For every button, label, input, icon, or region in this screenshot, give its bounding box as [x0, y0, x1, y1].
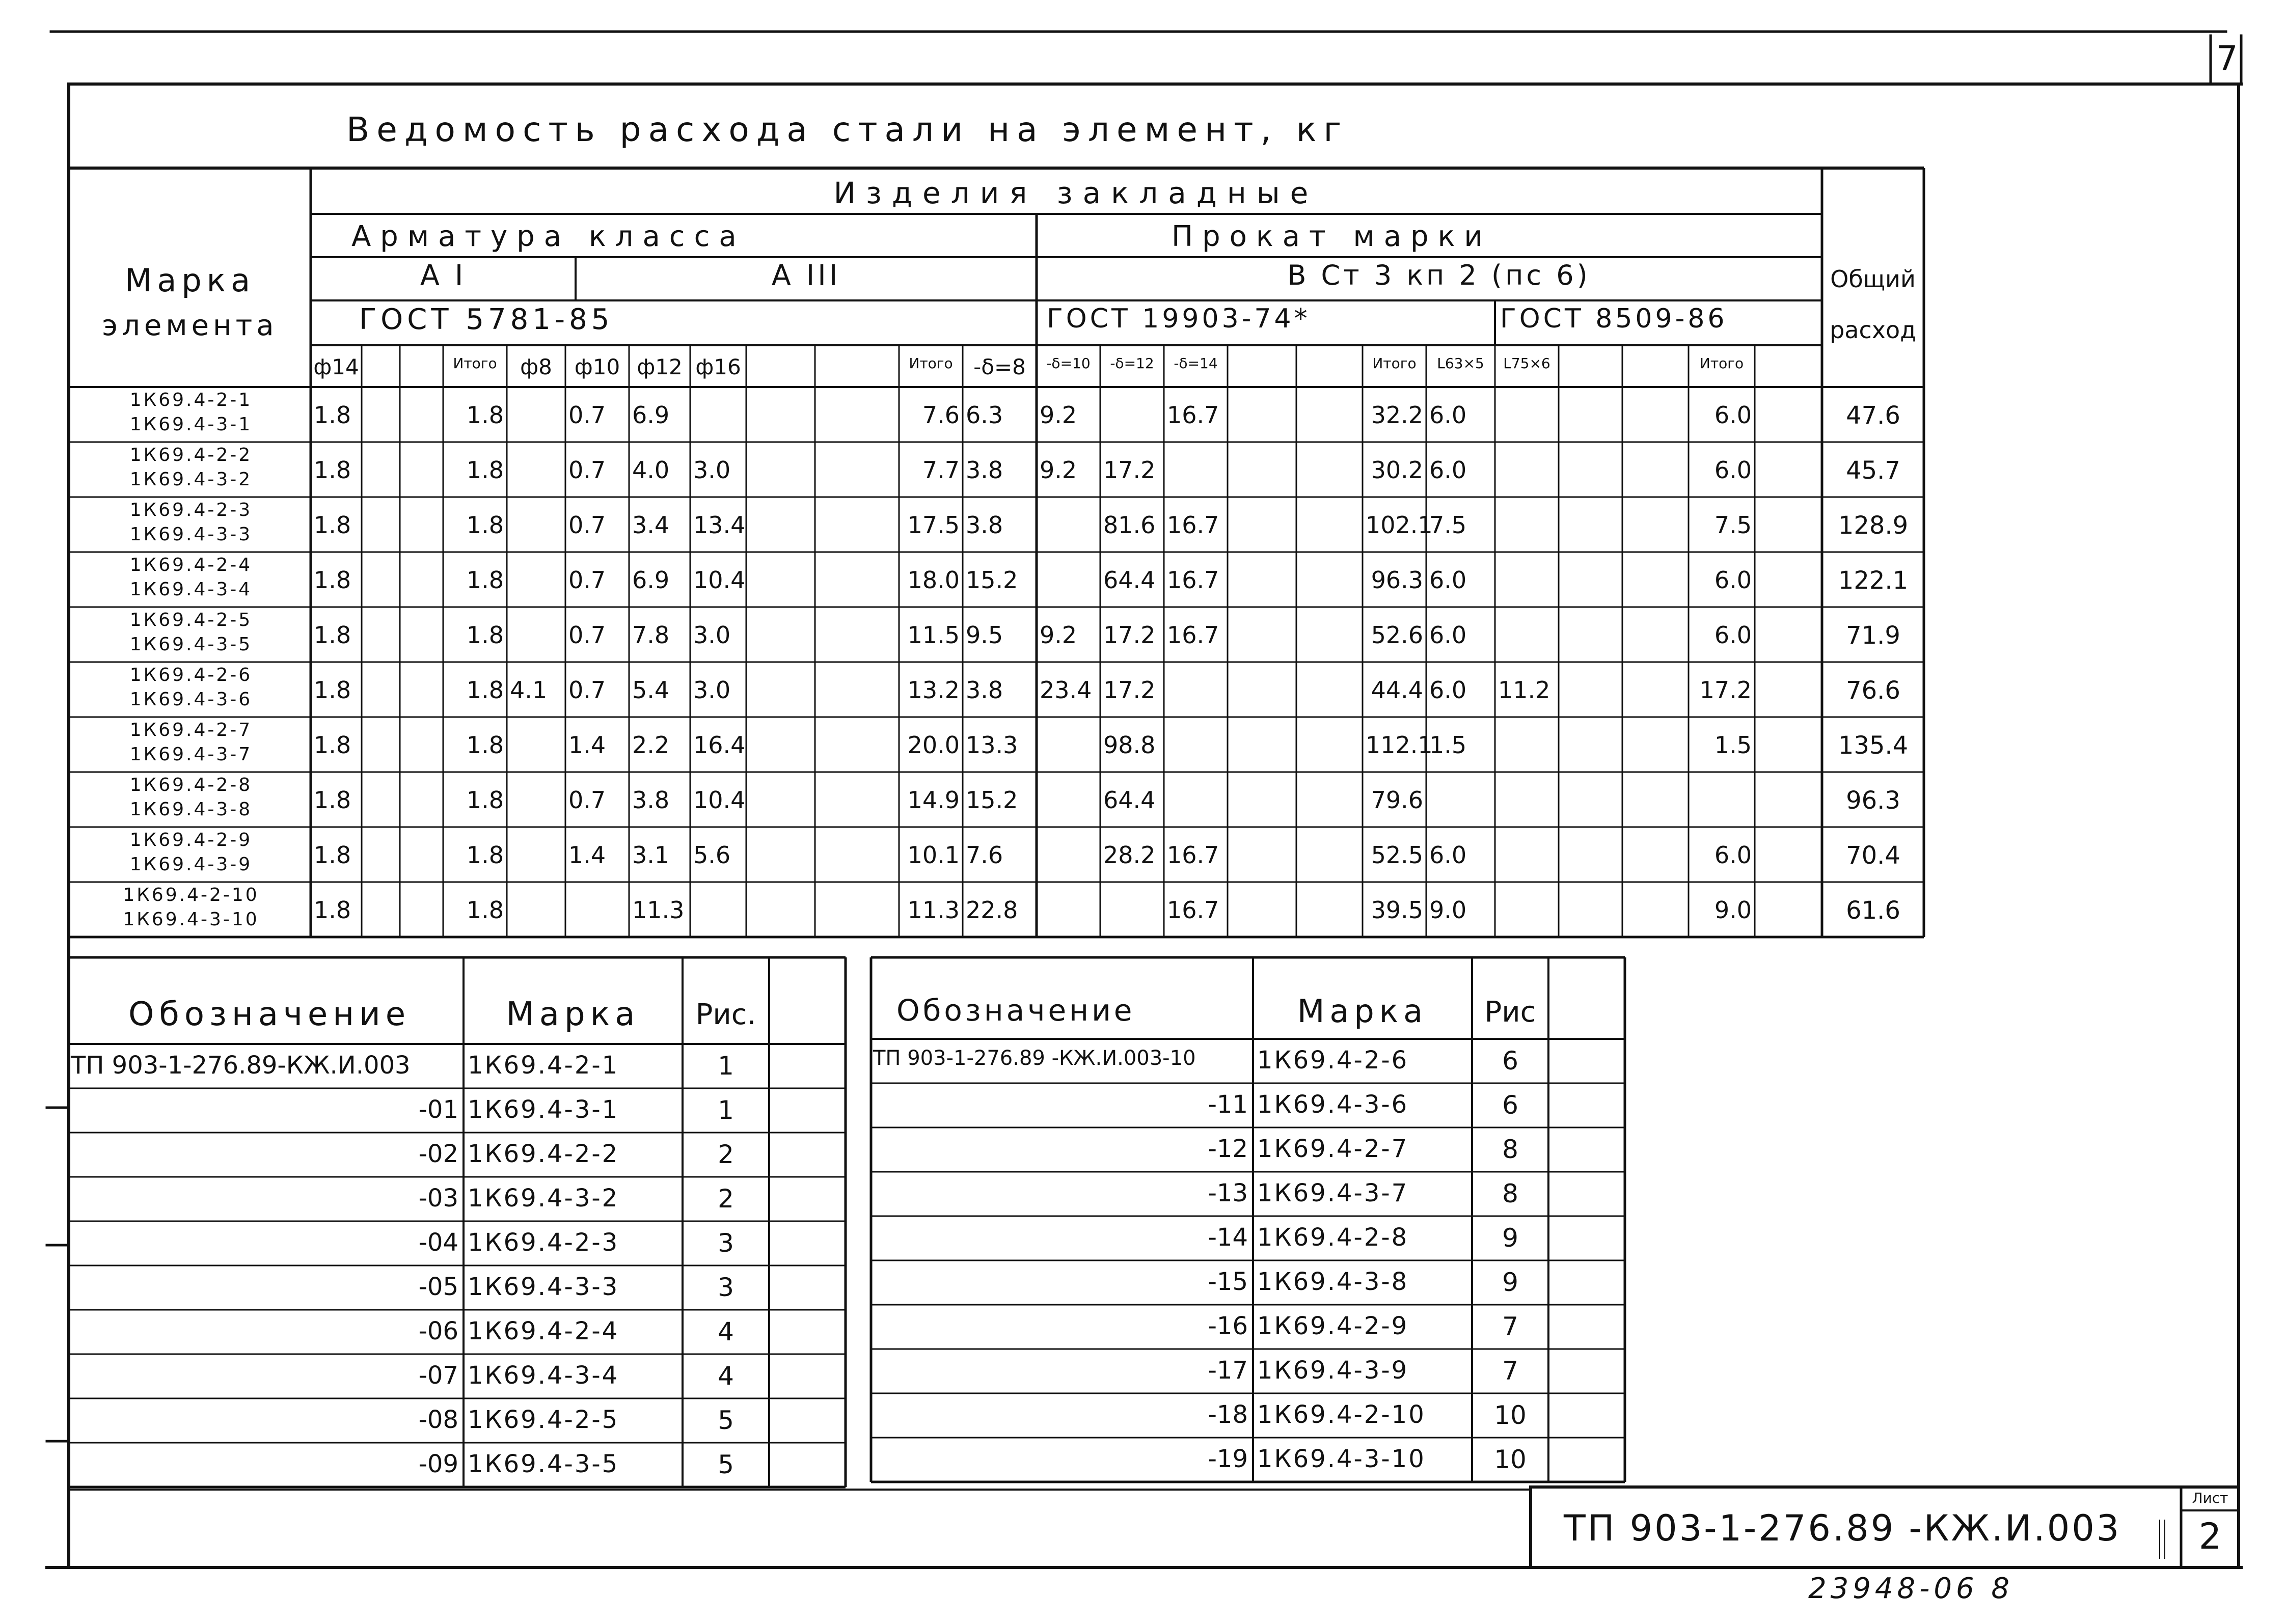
row-mark-2: 1К69.4-3-1 — [129, 414, 253, 435]
table-cell: 13.3 — [966, 731, 1018, 759]
table-cell: 1.5 — [1429, 731, 1467, 759]
table-cell: 3.0 — [693, 456, 731, 484]
table-cell: 1.8 — [466, 841, 504, 869]
table-cell: 23.4 — [1040, 676, 1092, 704]
table-cell: 1.8 — [314, 621, 351, 649]
table-cell: 16.7 — [1167, 621, 1219, 649]
table-cell: 15.2 — [966, 786, 1018, 814]
corner-number: 7 — [2216, 39, 2238, 78]
spec-fig: 1 — [718, 1051, 734, 1081]
sheet-label: Лист — [2192, 1490, 2228, 1506]
table-cell: 81.6 — [1103, 511, 1156, 539]
stamp-code: ТП 903-1-276.89 -КЖ.И.003 — [1564, 1507, 2121, 1549]
table-cell: 32.2 — [1371, 401, 1423, 429]
table-cell: 6.0 — [1429, 621, 1467, 649]
spec-designation: -01 — [418, 1095, 458, 1124]
table-cell: 9.0 — [1714, 896, 1752, 924]
table-cell: 17.2 — [1103, 456, 1156, 484]
gost-plate: ГОСТ 19903-74* — [1047, 304, 1311, 334]
table-cell: 1.8 — [466, 676, 504, 704]
table-cell: 4.0 — [632, 456, 670, 484]
table-cell: 9.2 — [1040, 621, 1077, 649]
col-subhead-19: L75×6 — [1503, 355, 1550, 372]
table-cell: 0.7 — [568, 621, 606, 649]
row-mark-1: 1К69.4-2-8 — [129, 775, 253, 795]
table-cell: 16.7 — [1167, 401, 1219, 429]
table-cell-total: 61.6 — [1846, 896, 1900, 925]
table-cell: 6.0 — [1714, 566, 1752, 594]
table-cell: 22.8 — [966, 896, 1018, 924]
row-mark-1: 1К69.4-2-3 — [129, 500, 253, 520]
table-cell: 102.1 — [1366, 511, 1433, 539]
table-cell: 1.8 — [314, 786, 351, 814]
table-cell: 6.0 — [1429, 456, 1467, 484]
table-cell-total: 71.9 — [1846, 621, 1900, 650]
col-subhead-22: Итого — [1699, 355, 1744, 372]
table-cell: 16.7 — [1167, 896, 1219, 924]
spec-fig: 7 — [1502, 1312, 1518, 1341]
table-cell-total: 76.6 — [1846, 676, 1900, 705]
row-mark-1: 1К69.4-2-7 — [129, 720, 253, 740]
spec-mark: 1К69.4-3-3 — [468, 1273, 619, 1301]
row-mark-1: 1К69.4-2-6 — [129, 665, 253, 685]
spec-mark: 1К69.4-3-6 — [1257, 1090, 1409, 1119]
class-a3: А III — [771, 259, 841, 292]
table-cell: 6.0 — [1714, 841, 1752, 869]
table-cell: 1.4 — [568, 841, 606, 869]
table-cell: 10.1 — [907, 841, 960, 869]
spec-designation: -18 — [1208, 1400, 1248, 1429]
table-cell: 3.8 — [966, 676, 1003, 704]
spec-mark: 1К69.4-3-8 — [1257, 1268, 1409, 1296]
table-cell: 16.7 — [1167, 841, 1219, 869]
table-cell: 6.0 — [1714, 456, 1752, 484]
spec-fig: 2 — [718, 1184, 734, 1214]
table-cell: 1.4 — [568, 731, 606, 759]
spec-fig: 3 — [718, 1228, 734, 1258]
table-cell: 11.5 — [907, 621, 960, 649]
spec-mark: 1К69.4-3-10 — [1257, 1445, 1426, 1473]
spec-designation: -11 — [1208, 1090, 1248, 1119]
col-subhead-5: ф10 — [574, 354, 620, 379]
table-cell: 9.0 — [1429, 896, 1467, 924]
col-head-mark-line2: элемента — [102, 309, 278, 342]
spec-mark: 1К69.4-3-4 — [468, 1361, 619, 1390]
col-subhead-13: -δ=12 — [1110, 355, 1154, 372]
spec-designation: -17 — [1208, 1356, 1248, 1385]
spec-fig: 4 — [718, 1361, 734, 1391]
col-subhead-10: Итого — [909, 355, 953, 372]
table-cell: 13.4 — [693, 511, 746, 539]
spec-designation: -15 — [1208, 1268, 1248, 1296]
table-cell: 79.6 — [1371, 786, 1423, 814]
table-cell: 3.8 — [966, 456, 1003, 484]
col-subhead-11: -δ=8 — [973, 354, 1026, 379]
spec-mark: 1К69.4-3-2 — [468, 1184, 619, 1213]
table-cell: 11.2 — [1498, 676, 1550, 704]
spec-designation: -19 — [1208, 1445, 1248, 1473]
table-cell: 14.9 — [907, 786, 960, 814]
spec-mark: 1К69.4-2-4 — [468, 1317, 619, 1345]
table-cell: 28.2 — [1103, 841, 1156, 869]
table-cell: 17.2 — [1103, 676, 1156, 704]
table-cell: 6.9 — [632, 401, 670, 429]
spec-designation: -05 — [418, 1273, 458, 1301]
spec-mark: 1К69.4-2-1 — [468, 1051, 619, 1080]
row-mark-1: 1К69.4-2-2 — [129, 445, 253, 465]
spec-mark: 1К69.4-3-5 — [468, 1450, 619, 1478]
spec-designation: -08 — [418, 1406, 458, 1434]
table-cell: 4.1 — [510, 676, 548, 704]
row-mark-1: 1К69.4-2-10 — [123, 885, 259, 905]
table-cell: 15.2 — [966, 566, 1018, 594]
table-cell: 11.3 — [632, 896, 685, 924]
table-cell: 98.8 — [1103, 731, 1156, 759]
spec-mark: 1К69.4-3-1 — [468, 1095, 619, 1124]
row-mark-2: 1К69.4-3-2 — [129, 469, 253, 490]
spec-designation: -12 — [1208, 1135, 1248, 1163]
col-subhead-0: ф14 — [313, 354, 359, 379]
class-a1: А I — [420, 259, 467, 292]
spec-mark: 1К69.4-2-5 — [468, 1406, 619, 1434]
table-cell: 44.4 — [1371, 676, 1423, 704]
table-cell: 6.3 — [966, 401, 1003, 429]
table-cell: 3.4 — [632, 511, 670, 539]
table-cell: 3.8 — [966, 511, 1003, 539]
spec-mark: 1К69.4-2-9 — [1257, 1312, 1409, 1340]
spec-mark: 1К69.4-2-8 — [1257, 1223, 1409, 1252]
group-head-rolled: Прокат марки — [1172, 220, 1492, 253]
col-subhead-6: ф12 — [637, 354, 683, 379]
spec-designation: -03 — [418, 1184, 458, 1213]
spec-mark: 1К69.4-3-7 — [1257, 1179, 1409, 1207]
table-cell: 52.5 — [1371, 841, 1423, 869]
spec-fig: 3 — [718, 1273, 734, 1302]
spec-designation: -02 — [418, 1140, 458, 1168]
gost-angle: ГОСТ 8509-86 — [1500, 304, 1728, 334]
col-subhead-14: -δ=14 — [1174, 355, 1218, 372]
table-cell: 0.7 — [568, 511, 606, 539]
table-cell: 3.1 — [632, 841, 670, 869]
spec-fig: 5 — [718, 1406, 734, 1435]
spec-fig: 10 — [1494, 1445, 1527, 1474]
spec-left-head-mark: Марка — [506, 996, 640, 1033]
spec-fig: 7 — [1502, 1356, 1518, 1386]
spec-mark: 1К69.4-2-6 — [1257, 1046, 1409, 1075]
table-cell: 16.4 — [693, 731, 746, 759]
table-cell-total: 47.6 — [1846, 401, 1900, 430]
gost-rebar: ГОСТ 5781-85 — [359, 303, 614, 336]
sheet-number: 2 — [2198, 1516, 2222, 1557]
col-head-total-line1: Общий — [1830, 265, 1916, 293]
table-cell: 7.8 — [632, 621, 670, 649]
spec-mark: 1К69.4-2-3 — [468, 1228, 619, 1257]
table-cell: 112.1 — [1366, 731, 1433, 759]
col-head-mark-line1: Марка — [124, 262, 256, 299]
spec-mark: 1К69.4-2-7 — [1257, 1135, 1409, 1163]
row-mark-1: 1К69.4-2-1 — [129, 390, 253, 410]
spec-right-head-mark: Марка — [1297, 993, 1428, 1030]
table-cell: 7.5 — [1429, 511, 1467, 539]
table-cell: 96.3 — [1371, 566, 1423, 594]
col-subhead-3: Итого — [453, 355, 497, 372]
row-mark-2: 1К69.4-3-10 — [123, 909, 259, 930]
table-cell: 10.4 — [693, 786, 746, 814]
spec-fig: 6 — [1502, 1090, 1518, 1120]
spec-fig: 1 — [718, 1095, 734, 1125]
table-cell: 2.2 — [632, 731, 670, 759]
group-head-rebar: Арматура класса — [351, 220, 746, 253]
group-head-embedded: Изделия закладные — [833, 176, 1319, 210]
table-cell: 1.5 — [1714, 731, 1752, 759]
table-cell-total: 96.3 — [1846, 786, 1900, 815]
table-cell: 7.7 — [922, 456, 960, 484]
col-subhead-4: ф8 — [520, 354, 552, 379]
table-cell: 1.8 — [314, 896, 351, 924]
table-cell: 0.7 — [568, 676, 606, 704]
table-cell-total: 135.4 — [1838, 731, 1909, 760]
col-subhead-7: ф16 — [695, 354, 741, 379]
spec-mark: 1К69.4-2-2 — [468, 1140, 619, 1168]
table-cell: 1.8 — [466, 456, 504, 484]
table-cell: 3.0 — [693, 676, 731, 704]
spec-left-head-designation: Обозначение — [128, 996, 411, 1033]
table-cell: 1.8 — [314, 566, 351, 594]
table-cell: 1.8 — [466, 401, 504, 429]
table-cell: 11.3 — [907, 896, 960, 924]
spec-left-head-fig: Рис. — [695, 998, 756, 1031]
table-cell: 17.2 — [1699, 676, 1752, 704]
table-cell: 6.0 — [1429, 841, 1467, 869]
table-cell: 20.0 — [907, 731, 960, 759]
table-cell-total: 128.9 — [1838, 511, 1909, 540]
spec-fig: 5 — [718, 1450, 734, 1479]
spec-fig: 2 — [718, 1140, 734, 1169]
spec-fig: 9 — [1502, 1223, 1518, 1253]
steel-grade: В Ст 3 кп 2 (пс 6) — [1287, 259, 1591, 291]
table-cell: 1.8 — [314, 841, 351, 869]
table-cell-total: 70.4 — [1846, 841, 1900, 870]
row-mark-2: 1К69.4-3-9 — [129, 854, 253, 875]
table-cell: 64.4 — [1103, 786, 1156, 814]
row-mark-2: 1К69.4-3-5 — [129, 634, 253, 655]
row-mark-1: 1К69.4-2-5 — [129, 610, 253, 630]
table-cell: 1.8 — [314, 456, 351, 484]
table-cell: 0.7 — [568, 566, 606, 594]
table-cell: 1.8 — [466, 731, 504, 759]
spec-fig: 8 — [1502, 1179, 1518, 1208]
table-cell: 18.0 — [907, 566, 960, 594]
table-cell: 1.8 — [314, 676, 351, 704]
row-mark-2: 1К69.4-3-3 — [129, 524, 253, 545]
table-cell: 0.7 — [568, 786, 606, 814]
spec-designation: -16 — [1208, 1312, 1248, 1340]
row-mark-1: 1К69.4-2-4 — [129, 555, 253, 575]
spec-designation: -06 — [418, 1317, 458, 1345]
row-mark-2: 1К69.4-3-8 — [129, 799, 253, 820]
spec-fig: 8 — [1502, 1135, 1518, 1164]
spec-fig: 4 — [718, 1317, 734, 1346]
spec-right-head-designation: Обозначение — [896, 993, 1135, 1028]
table-cell: 7.5 — [1714, 511, 1752, 539]
table-cell: 1.8 — [466, 511, 504, 539]
table-cell: 6.0 — [1429, 676, 1467, 704]
table-cell: 1.8 — [314, 731, 351, 759]
spec-designation: -04 — [418, 1228, 458, 1257]
table-cell: 0.7 — [568, 456, 606, 484]
table-cell: 1.8 — [314, 511, 351, 539]
table-cell: 6.0 — [1429, 401, 1467, 429]
table-cell: 1.8 — [314, 401, 351, 429]
spec-designation: ТП 903-1-276.89 -КЖ.И.003-10 — [873, 1047, 1196, 1070]
table-cell: 6.9 — [632, 566, 670, 594]
table-cell: 30.2 — [1371, 456, 1423, 484]
table-cell: 64.4 — [1103, 566, 1156, 594]
table-cell: 5.4 — [632, 676, 670, 704]
table-cell: 0.7 — [568, 401, 606, 429]
spec-fig: 9 — [1502, 1268, 1518, 1297]
table-cell: 16.7 — [1167, 511, 1219, 539]
table-cell: 13.2 — [907, 676, 960, 704]
table-cell: 1.8 — [466, 786, 504, 814]
col-subhead-18: L63×5 — [1437, 355, 1484, 372]
row-mark-2: 1К69.4-3-6 — [129, 689, 253, 710]
table-cell: 1.8 — [466, 566, 504, 594]
table-cell: 52.6 — [1371, 621, 1423, 649]
row-mark-1: 1К69.4-2-9 — [129, 830, 253, 850]
col-head-total-line2: расход — [1830, 316, 1916, 344]
table-cell: 9.2 — [1040, 401, 1077, 429]
table-cell: 1.8 — [466, 896, 504, 924]
spec-designation: -09 — [418, 1450, 458, 1478]
col-subhead-12: -δ=10 — [1046, 355, 1091, 372]
table-cell: 16.7 — [1167, 566, 1219, 594]
spec-designation: -14 — [1208, 1223, 1248, 1252]
table-cell: 3.8 — [632, 786, 670, 814]
table-cell: 9.2 — [1040, 456, 1077, 484]
col-subhead-17: Итого — [1372, 355, 1417, 372]
spec-designation: -13 — [1208, 1179, 1248, 1207]
spec-designation: -07 — [418, 1361, 458, 1390]
spec-mark: 1К69.4-3-9 — [1257, 1356, 1409, 1385]
table-cell: 17.5 — [907, 511, 960, 539]
row-mark-2: 1К69.4-3-4 — [129, 579, 253, 600]
table-cell: 10.4 — [693, 566, 746, 594]
table-cell: 7.6 — [922, 401, 960, 429]
sheet-title: Ведомость расхода стали на элемент, кг — [346, 110, 1349, 149]
spec-designation: ТП 903-1-276.89-КЖ.И.003 — [71, 1051, 411, 1080]
table-cell: 3.0 — [693, 621, 731, 649]
archive-number: 23948-06 8 — [1808, 1572, 2014, 1605]
spec-right-head-fig: Рис — [1484, 996, 1536, 1029]
table-cell: 6.0 — [1429, 566, 1467, 594]
table-cell-total: 122.1 — [1838, 566, 1909, 595]
table-cell: 17.2 — [1103, 621, 1156, 649]
table-cell: 5.6 — [693, 841, 731, 869]
table-cell: 6.0 — [1714, 401, 1752, 429]
spec-fig: 6 — [1502, 1046, 1518, 1076]
table-cell: 6.0 — [1714, 621, 1752, 649]
spec-mark: 1К69.4-2-10 — [1257, 1400, 1426, 1429]
table-cell: 7.6 — [966, 841, 1003, 869]
spec-fig: 10 — [1494, 1400, 1527, 1430]
table-cell: 39.5 — [1371, 896, 1423, 924]
table-cell: 1.8 — [466, 621, 504, 649]
row-mark-2: 1К69.4-3-7 — [129, 744, 253, 765]
table-cell-total: 45.7 — [1846, 456, 1900, 485]
table-cell: 9.5 — [966, 621, 1003, 649]
